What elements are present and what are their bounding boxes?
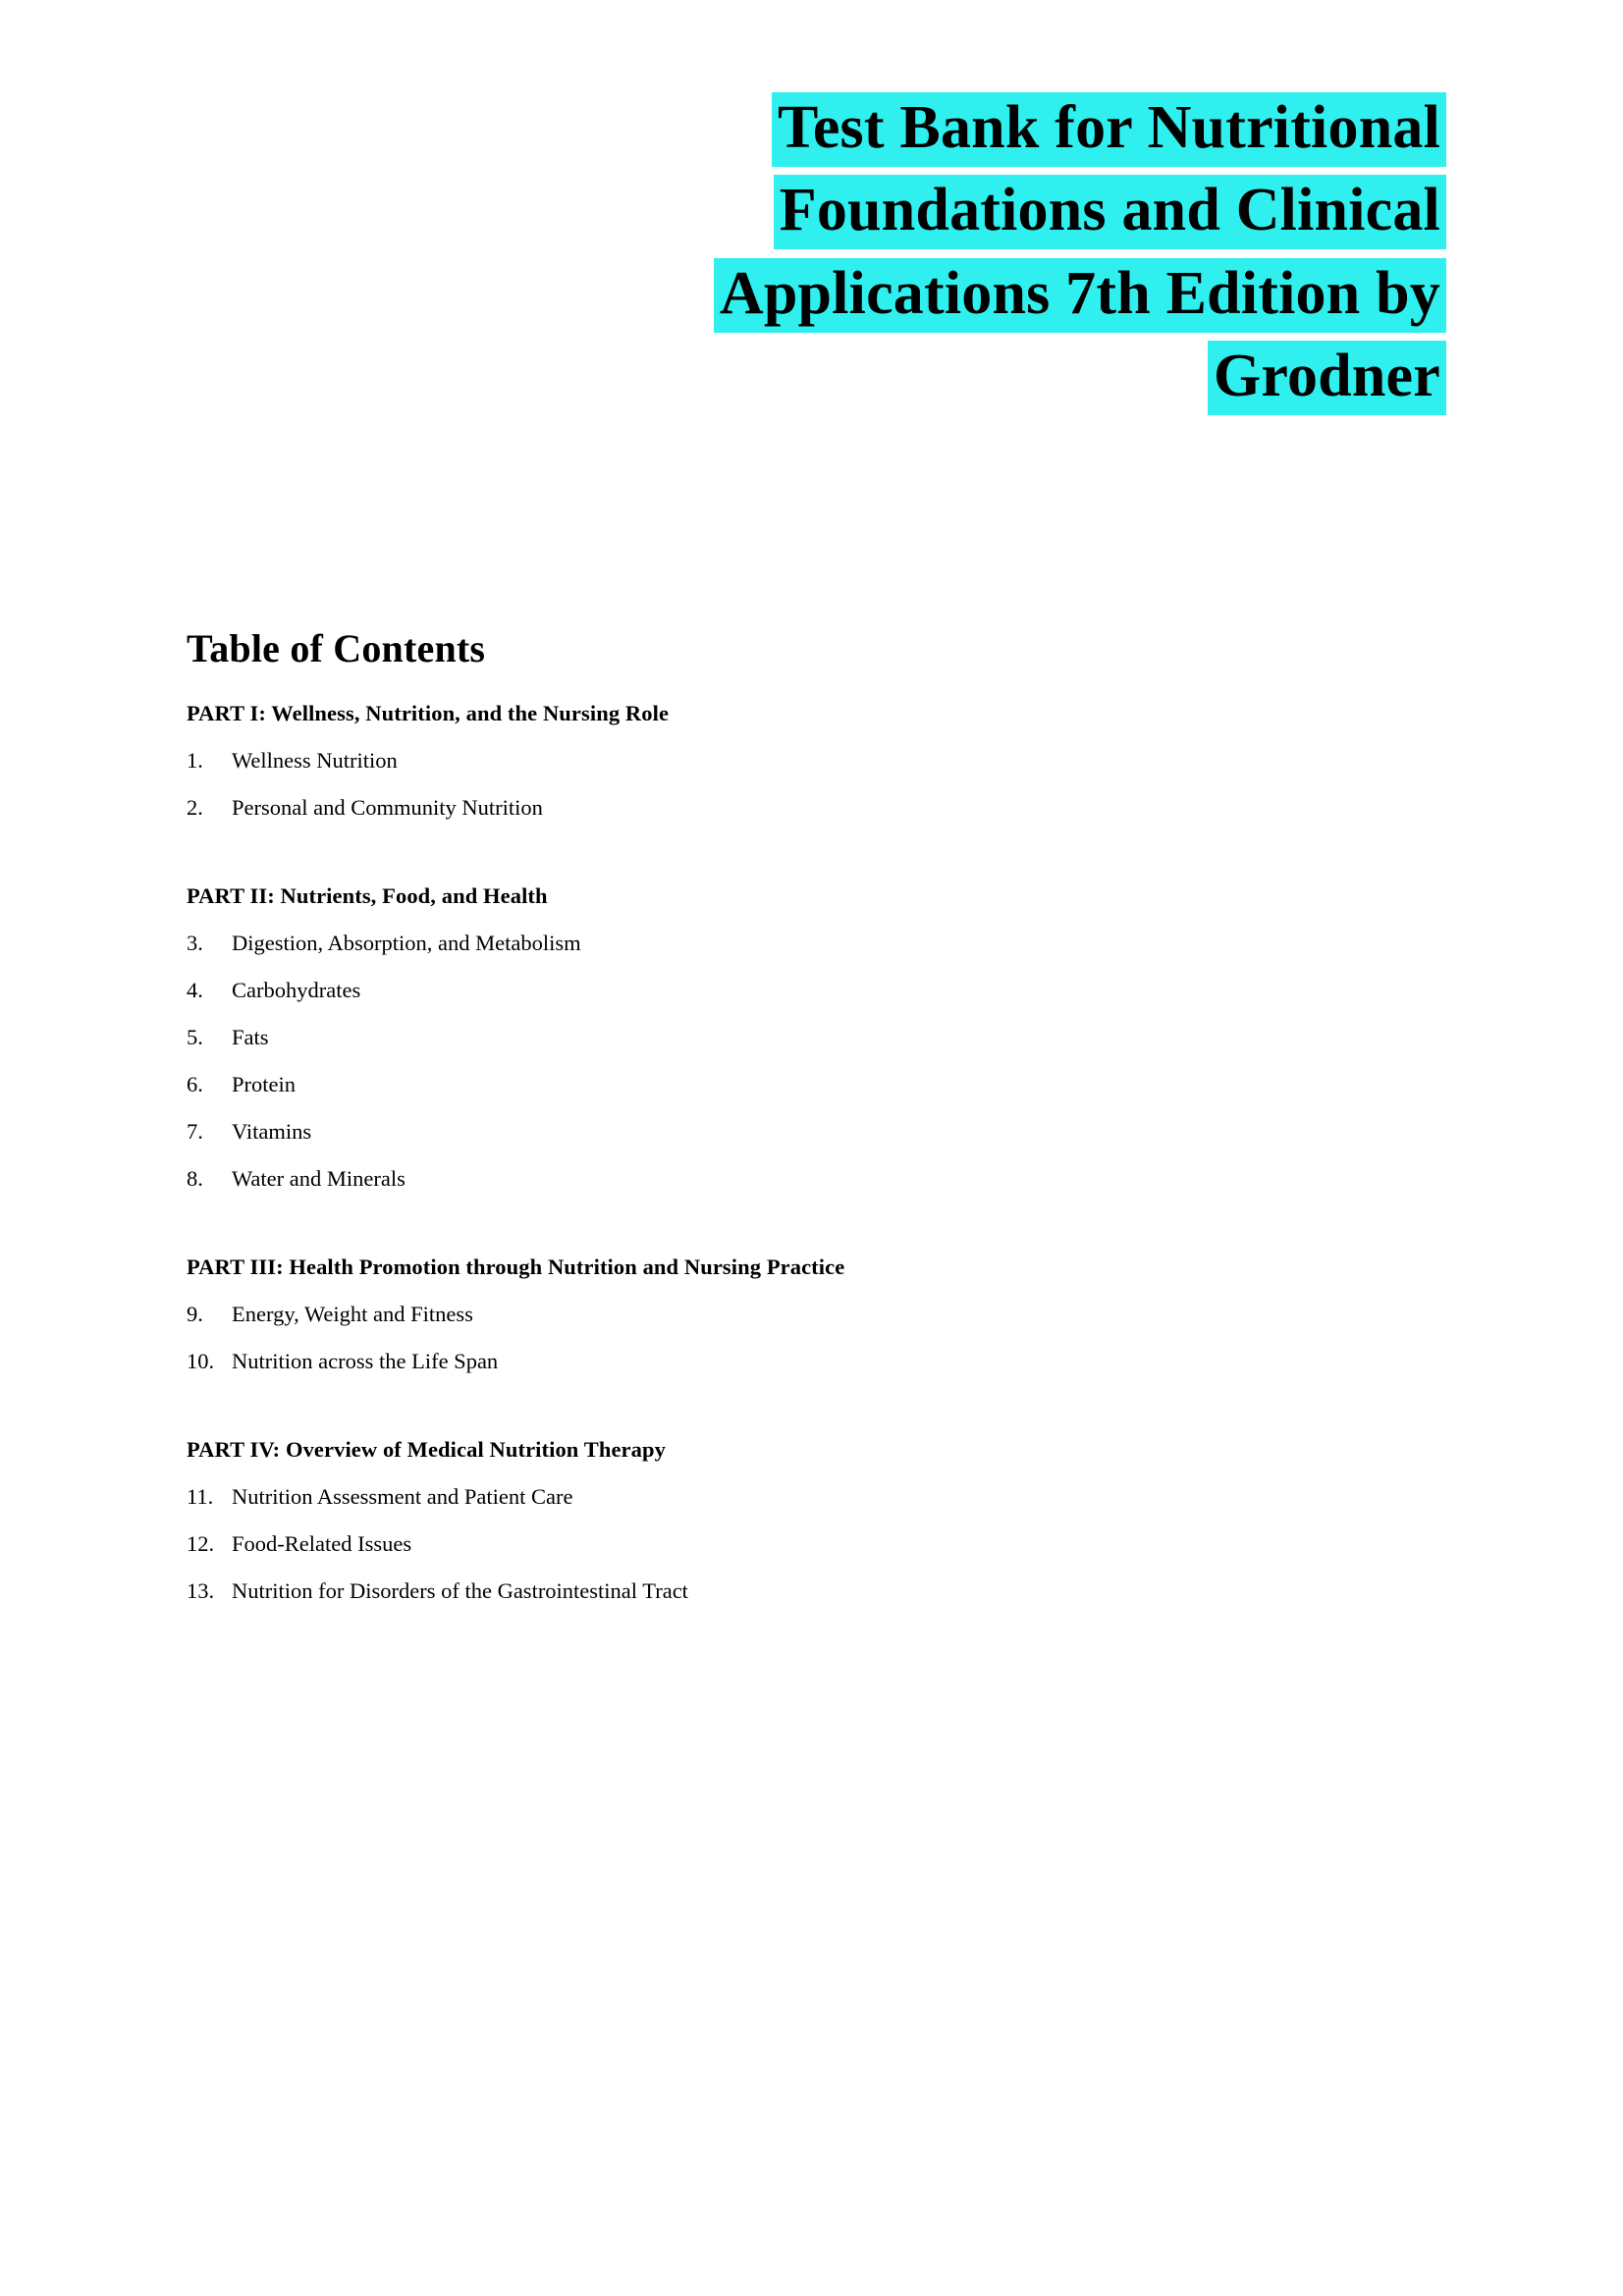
toc-entry-number: 11. [187, 1484, 214, 1510]
title-line-text: Test Bank for Nutritional [772, 92, 1446, 167]
toc-entry-label: Carbohydrates [232, 978, 361, 1003]
toc-entry-label: Energy, Weight and Fitness [232, 1302, 473, 1327]
toc-entry [187, 1531, 1446, 1557]
toc-part [187, 1437, 1446, 1604]
toc-entry [187, 1025, 1446, 1050]
table-of-contents [187, 625, 1446, 1604]
section-spacer [187, 1396, 1446, 1437]
part-heading: PART III: Health Promotion through Nutrition and Nursing Practice [187, 1255, 845, 1280]
toc-entry-number: 7. [187, 1119, 203, 1145]
title-line-text: Foundations and Clinical [774, 175, 1446, 249]
toc-entry-number: 3. [187, 931, 203, 956]
title-line [187, 252, 1446, 335]
toc-entry [187, 1484, 1446, 1510]
toc-heading: Table of Contents [187, 626, 486, 671]
toc-entry-number: 2. [187, 795, 203, 821]
title-line [187, 86, 1446, 169]
toc-entry [187, 1119, 1446, 1145]
toc-entry-number: 5. [187, 1025, 203, 1050]
toc-entry-number: 4. [187, 978, 203, 1003]
part-heading: PART I: Wellness, Nutrition, and the Nursing Role [187, 701, 670, 726]
toc-entry [187, 1349, 1446, 1374]
toc-entry-label: Water and Minerals [232, 1166, 406, 1192]
toc-entry [187, 1072, 1446, 1097]
toc-entry-number: 8. [187, 1166, 203, 1192]
title-line-text: Applications 7th Edition by [714, 258, 1446, 333]
toc-entry-label: Food-Related Issues [232, 1531, 412, 1557]
toc-entry [187, 931, 1446, 956]
toc-entry-label: Digestion, Absorption, and Metabolism [232, 931, 581, 956]
toc-entry-number: 1. [187, 748, 203, 774]
section-spacer [187, 842, 1446, 883]
toc-entry-label: Fats [232, 1025, 269, 1050]
section-spacer [187, 1213, 1446, 1255]
toc-entry [187, 978, 1446, 1003]
toc-entry-number: 6. [187, 1072, 203, 1097]
toc-entry-label: Nutrition across the Life Span [232, 1349, 499, 1374]
toc-entry-number: 9. [187, 1302, 203, 1327]
toc-entry [187, 748, 1446, 774]
toc-entry-number: 12. [187, 1531, 215, 1557]
toc-entry-number: 10. [187, 1349, 215, 1374]
toc-part [187, 1255, 1446, 1374]
toc-entry-label: Nutrition for Disorders of the Gastrointestinal Tract [232, 1578, 688, 1604]
part-heading: PART IV: Overview of Medical Nutrition Therapy [187, 1437, 666, 1463]
part-heading: PART II: Nutrients, Food, and Health [187, 883, 548, 909]
title-line [187, 335, 1446, 417]
toc-entry [187, 1166, 1446, 1192]
toc-part [187, 883, 1446, 1192]
title-line-text: Grodner [1208, 341, 1446, 415]
toc-entry [187, 795, 1446, 821]
toc-entry [187, 1578, 1446, 1604]
toc-entry [187, 1302, 1446, 1327]
toc-entry-label: Personal and Community Nutrition [232, 795, 543, 821]
toc-part [187, 701, 1446, 821]
toc-entry-label: Vitamins [232, 1119, 312, 1145]
document-title [187, 0, 1446, 417]
toc-entry-label: Wellness Nutrition [232, 748, 398, 774]
toc-entry-number: 13. [187, 1578, 215, 1604]
title-line [187, 169, 1446, 251]
toc-entry-label: Nutrition Assessment and Patient Care [232, 1484, 573, 1510]
toc-entry-label: Protein [232, 1072, 296, 1097]
